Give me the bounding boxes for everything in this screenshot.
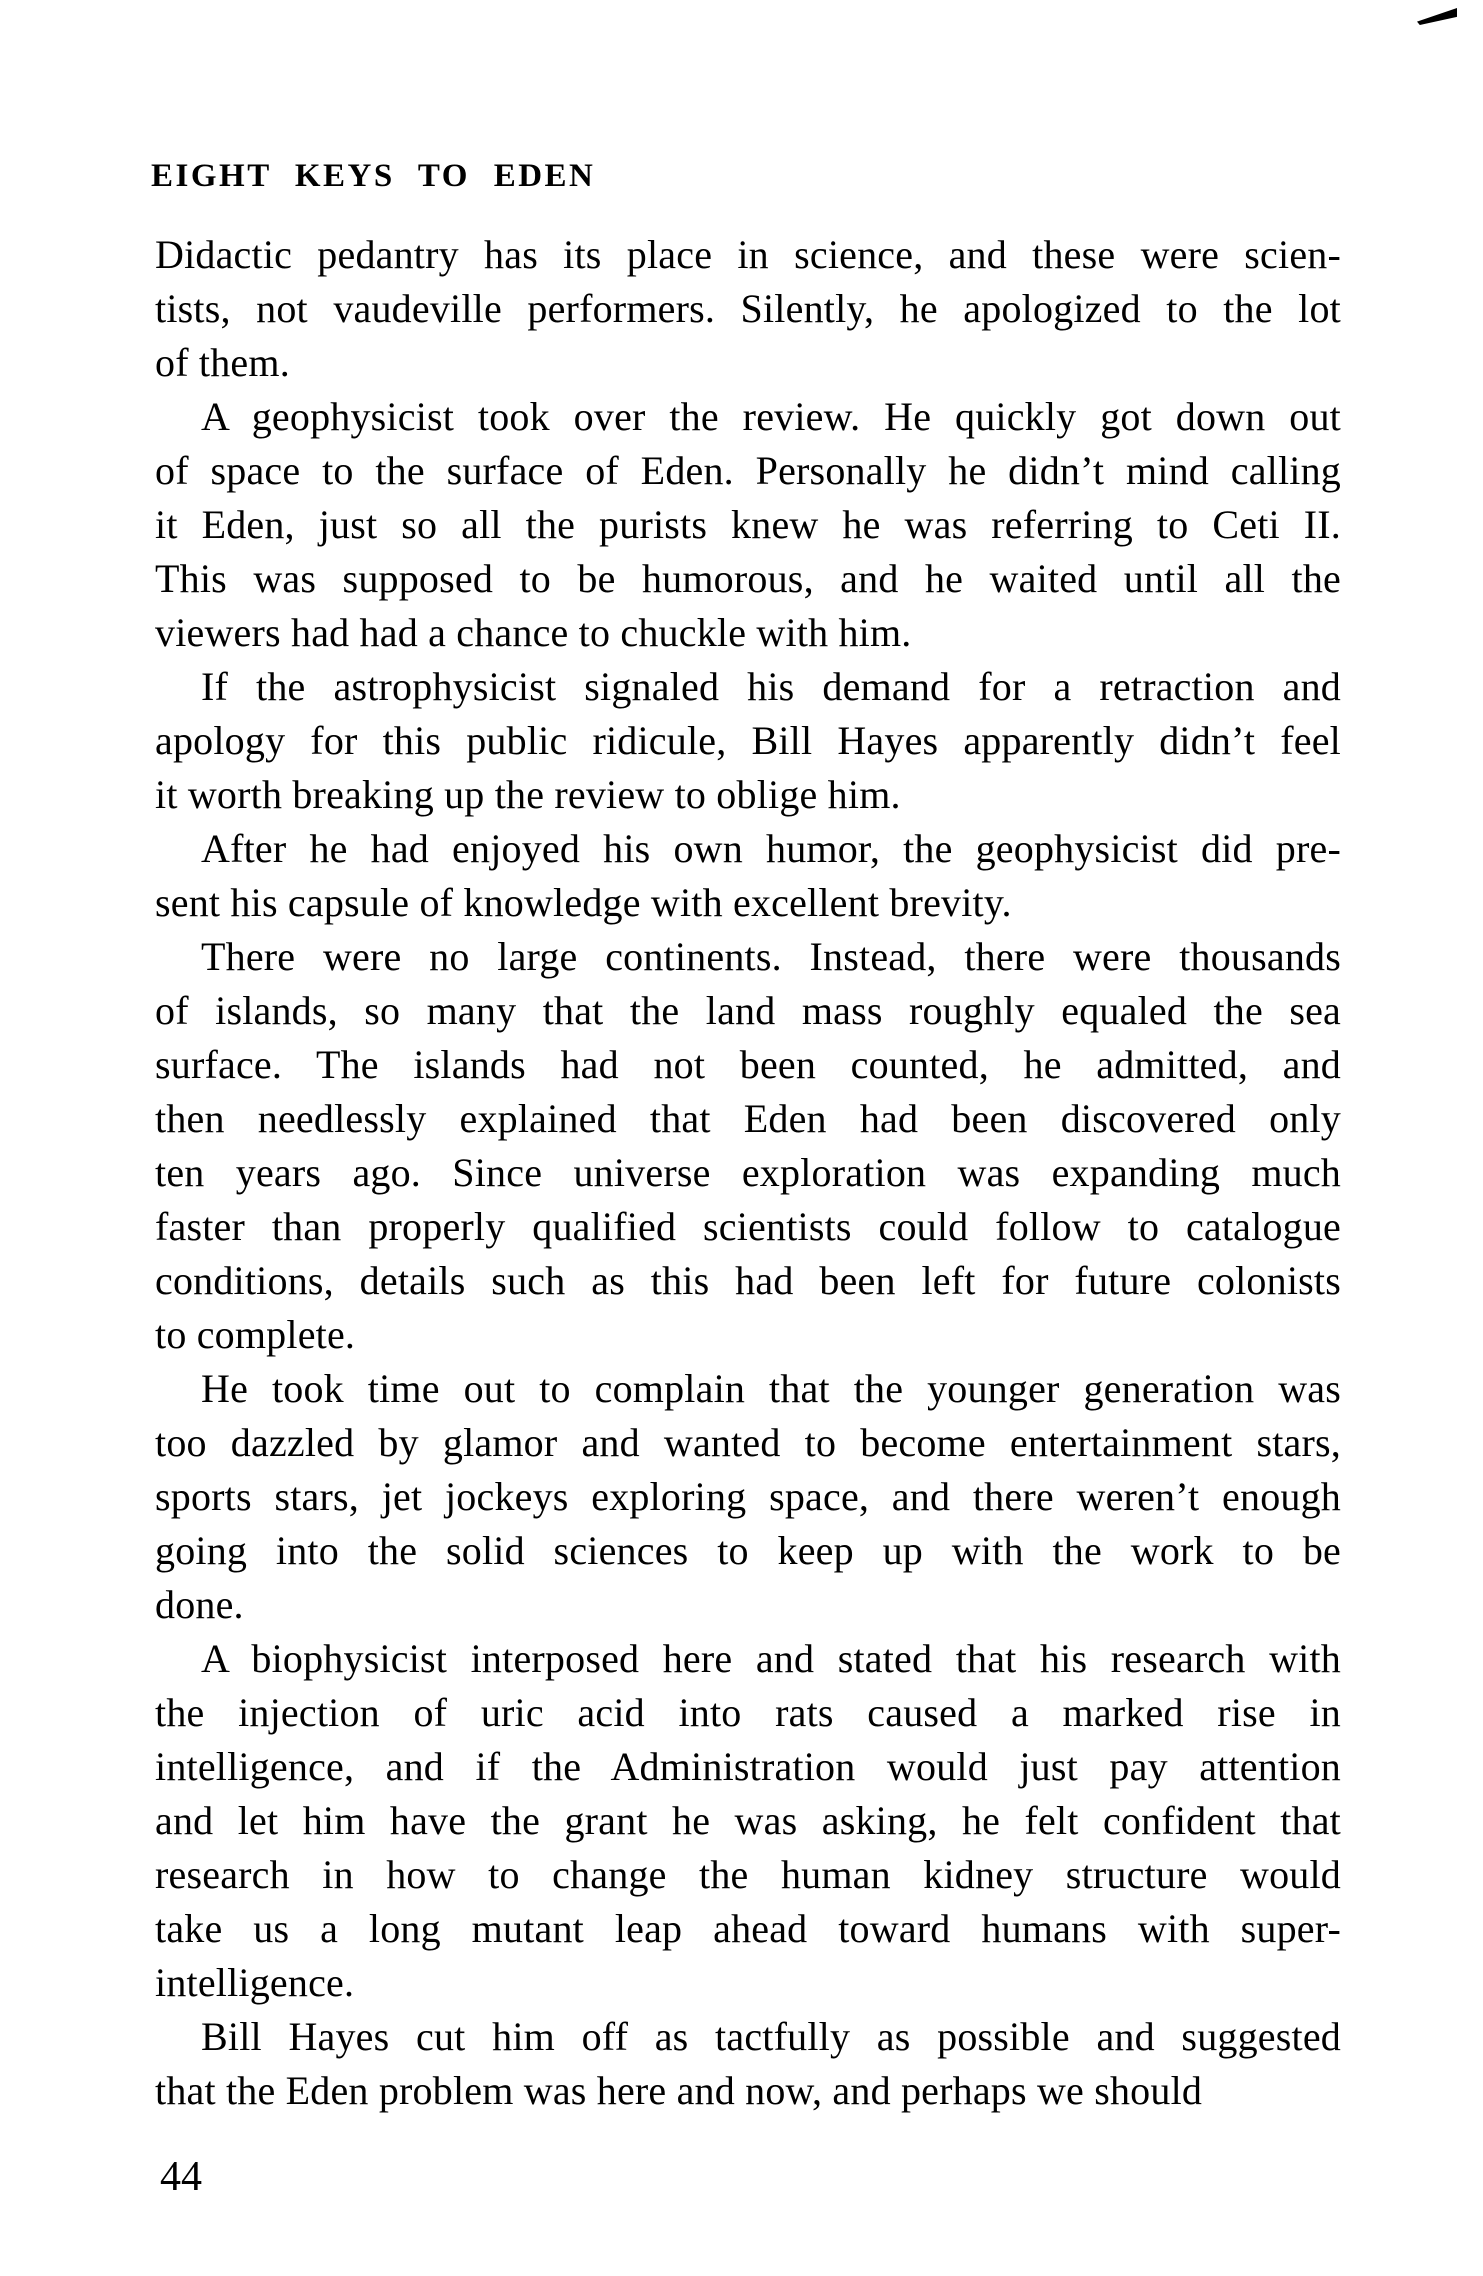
text-line: the injection of uric acid into rats caused a marked rise in bbox=[155, 1690, 1341, 1735]
text-line: There were no large continents. Instead, there were thousands bbox=[201, 934, 1341, 979]
text-line: to complete. bbox=[155, 1312, 356, 1357]
text-line: then needlessly explained that Eden had been discovered only bbox=[155, 1096, 1341, 1141]
page-corner-mark-icon bbox=[1417, 8, 1457, 25]
text-line: intelligence. bbox=[155, 1960, 355, 2005]
text-line: and let him have the grant he was asking, he felt confident that bbox=[155, 1798, 1341, 1843]
text-line: viewers had had a chance to chuckle with him. bbox=[155, 610, 912, 655]
text-line: it worth breaking up the review to oblige him. bbox=[155, 772, 901, 817]
text-line: surface. The islands had not been counted, he admitted, and bbox=[155, 1042, 1341, 1087]
text-line: A geophysicist took over the review. He quickly got down out bbox=[201, 394, 1341, 439]
text-line: Didactic pedantry has its place in science, and these were scien- bbox=[155, 232, 1341, 277]
text-line: it Eden, just so all the purists knew he was referring to Ceti II. bbox=[155, 502, 1341, 547]
text-line: of them. bbox=[155, 340, 290, 385]
text-line: sent his capsule of knowledge with excellent brevity. bbox=[155, 880, 1012, 925]
text-line: A biophysicist interposed here and stated that his research with bbox=[201, 1636, 1341, 1681]
text-line: tists, not vaudeville performers. Silently, he apologized to the lot bbox=[155, 286, 1341, 331]
text-line: of islands, so many that the land mass roughly equaled the sea bbox=[155, 988, 1341, 1033]
text-line: intelligence, and if the Administration would just pay attention bbox=[155, 1744, 1341, 1789]
text-line: too dazzled by glamor and wanted to become entertainment stars, bbox=[155, 1420, 1341, 1465]
text-line: This was supposed to be humorous, and he waited until all the bbox=[155, 556, 1341, 601]
text-line: take us a long mutant leap ahead toward humans with super- bbox=[155, 1906, 1341, 1951]
text-line: apology for this public ridicule, Bill Hayes apparently didn’t feel bbox=[155, 718, 1341, 763]
text-line: done. bbox=[155, 1582, 244, 1627]
text-line: research in how to change the human kidney structure would bbox=[155, 1852, 1341, 1897]
body-text bbox=[155, 228, 1341, 2118]
text-line: that the Eden problem was here and now, and perhaps we should bbox=[155, 2068, 1203, 2113]
text-line: ten years ago. Since universe exploration was expanding much bbox=[155, 1150, 1341, 1195]
text-line: conditions, details such as this had been left for future colonists bbox=[155, 1258, 1341, 1303]
text-line: If the astrophysicist signaled his demand for a retraction and bbox=[201, 664, 1341, 709]
running-header: EIGHT KEYS TO EDEN bbox=[151, 158, 596, 194]
text-line: He took time out to complain that the younger generation was bbox=[201, 1366, 1341, 1411]
text-line: After he had enjoyed his own humor, the geophysicist did pre- bbox=[201, 826, 1341, 871]
page-number: 44 bbox=[160, 2154, 202, 2200]
text-line: of space to the surface of Eden. Personally he didn’t mind calling bbox=[155, 448, 1341, 493]
text-line: faster than properly qualified scientists could follow to catalogue bbox=[155, 1204, 1341, 1249]
text-line: Bill Hayes cut him off as tactfully as possible and suggested bbox=[201, 2014, 1341, 2059]
text-line: going into the solid sciences to keep up with the work to be bbox=[155, 1528, 1341, 1573]
text-line: sports stars, jet jockeys exploring space, and there weren’t enough bbox=[155, 1474, 1341, 1519]
